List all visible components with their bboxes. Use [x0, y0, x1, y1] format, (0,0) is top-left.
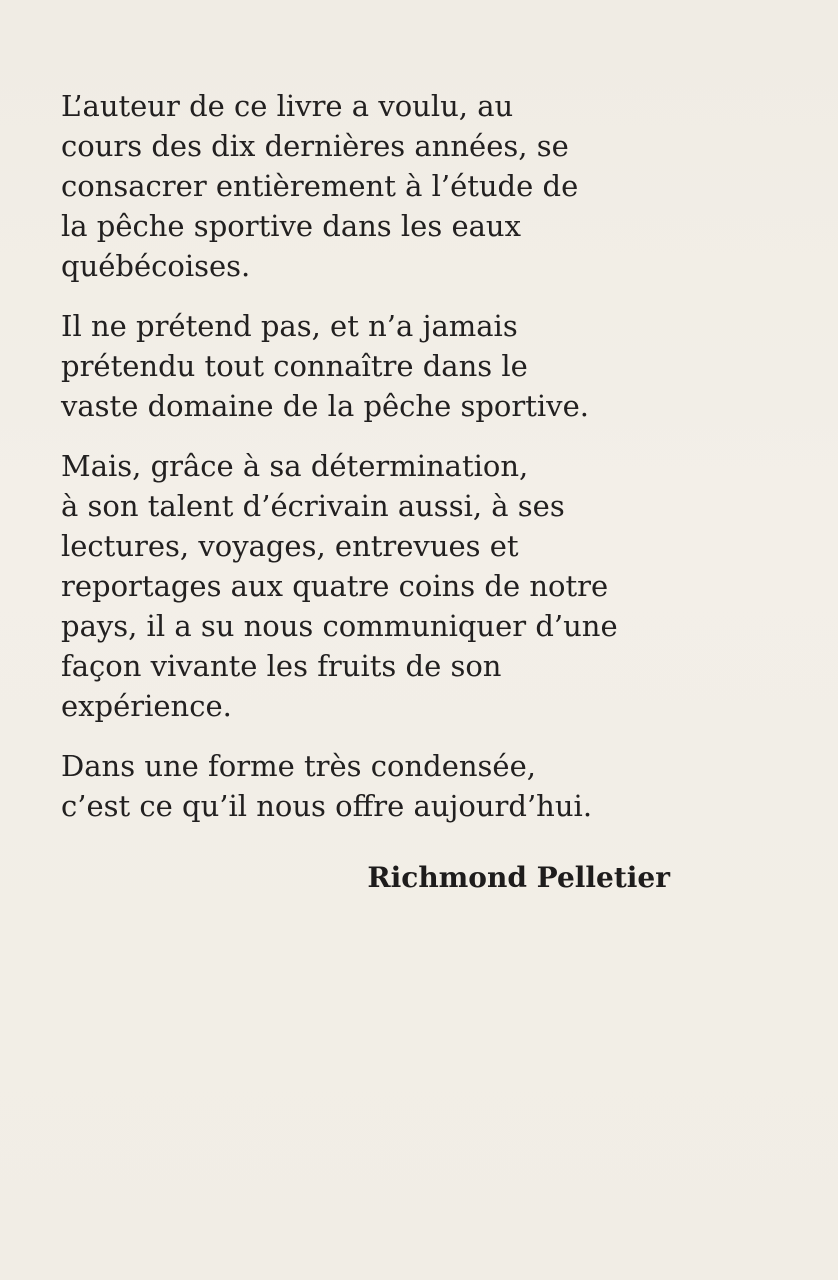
author-signature: Richmond Pelletier — [367, 861, 670, 894]
text-line: vaste domaine de la pêche sportive. — [61, 389, 589, 423]
paragraph-2 — [61, 306, 761, 426]
text-line: c’est ce qu’il nous offre aujourd’hui. — [61, 789, 593, 823]
text-line: québécoises. — [61, 249, 251, 283]
text-line: consacrer entièrement à l’étude de — [61, 169, 579, 203]
text-line: pays, il a su nous communiquer d’une — [61, 609, 618, 643]
text-line: lectures, voyages, entrevues et — [61, 529, 519, 563]
text-line: cours des dix dernières années, se — [61, 129, 569, 163]
text-line: Mais, grâce à sa détermination, — [61, 449, 529, 483]
text-line: Dans une forme très condensée, — [61, 749, 536, 783]
text-line: Il ne prétend pas, et n’a jamais — [61, 309, 518, 343]
paragraph-3 — [61, 446, 761, 726]
text-line: façon vivante les fruits de son — [61, 649, 502, 683]
text-line: la pêche sportive dans les eaux — [61, 209, 521, 243]
text-line: L’auteur de ce livre a voulu, au — [61, 89, 514, 123]
paragraph-1 — [61, 86, 761, 286]
paragraph-4 — [61, 746, 761, 826]
text-line: reportages aux quatre coins de notre — [61, 569, 609, 603]
text-line: à son talent d’écrivain aussi, à ses — [61, 489, 565, 523]
text-line: expérience. — [61, 689, 232, 723]
text-line: prétendu tout connaître dans le — [61, 349, 528, 383]
body-text — [61, 86, 761, 826]
